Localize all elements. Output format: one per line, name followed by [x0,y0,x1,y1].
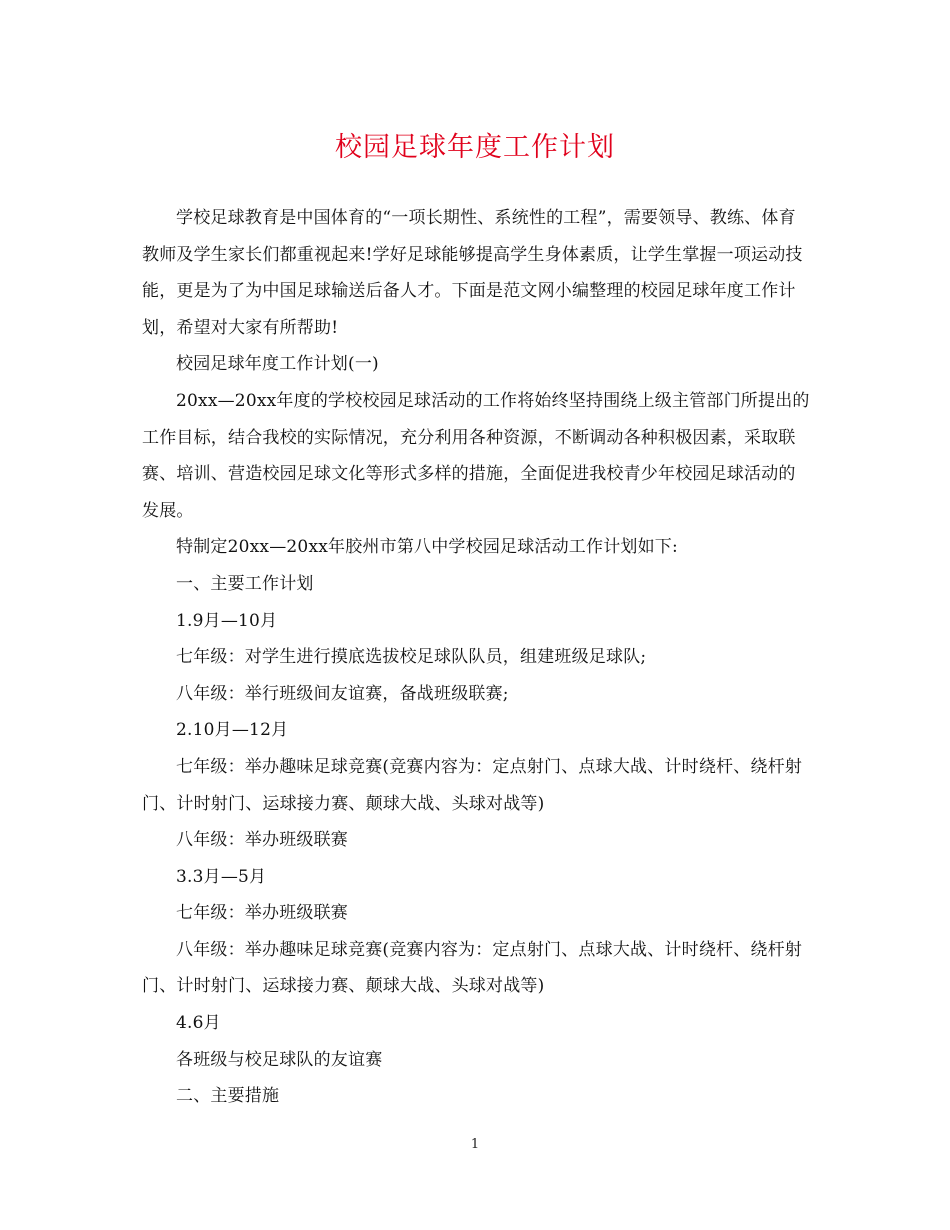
grade7-mar-may-item: 七年级：举办班级联赛 [176,903,348,924]
page-number: 1 [470,1137,480,1152]
grade7-oct-dec-item: 七年级：举办趣味足球竞赛(竞赛内容为：定点射门、点球大战、计时绕杆、绕杆射门、计时射门、运球接力赛、颠球大战、头球对战等) [142,756,803,814]
intro-paragraph: 学校足球教育是中国体育的“一项长期性、系统性的工程”，需要领导、教练、体育教师及学生家长们都重视起来!学好足球能够提高学生身体素质，让学生掌握一项运动技能，更是为了为中国足球输送后备人才。下面是范文网小编整理的校园足球年度工作计划，希望对大家有所帮助! [142,208,803,338]
section-heading-plan-one: 校园足球年度工作计划(一) [176,354,379,375]
plan-overview-paragraph: 20xx—20xx年度的学校校园足球活动的工作将始终坚持围绕上级主管部门所提出的工作目标，结合我校的实际情况，充分利用各种资源，不断调动各种积极因素，采取联赛、培训、营造校园足球文化等形式多样的措施，全面促进我校青少年校园足球活动的发展。 [142,390,810,521]
period-oct-dec: 2.10月—12月 [176,720,289,741]
grade8-oct-dec-item: 八年级：举办班级联赛 [176,830,348,851]
grade8-sep-oct-item: 八年级：举行班级间友谊赛，备战班级联赛; [176,683,509,704]
main-work-plan-heading: 一、主要工作计划 [176,573,314,594]
grade7-sep-oct-item: 七年级：对学生进行摸底选拔校足球队队员，组建班级足球队; [176,647,647,668]
period-jun: 4.6月 [176,1013,221,1034]
plan-statement-paragraph: 特制定20xx—20xx年胶州市第八中学校园足球活动工作计划如下: [176,537,678,558]
period-sep-oct: 1.9月—10月 [176,610,278,631]
main-measures-heading: 二、主要措施 [176,1086,280,1107]
grade8-mar-may-item: 八年级：举办趣味足球竞赛(竞赛内容为：定点射门、点球大战、计时绕杆、绕杆射门、计时射门、运球接力赛、颠球大战、头球对战等) [142,939,803,997]
period-mar-may: 3.3月—5月 [176,866,267,887]
jun-friendly-match-item: 各班级与校足球队的友谊赛 [176,1049,383,1070]
document-title: 校园足球年度工作计划 [335,132,615,163]
document-body [142,200,810,1115]
